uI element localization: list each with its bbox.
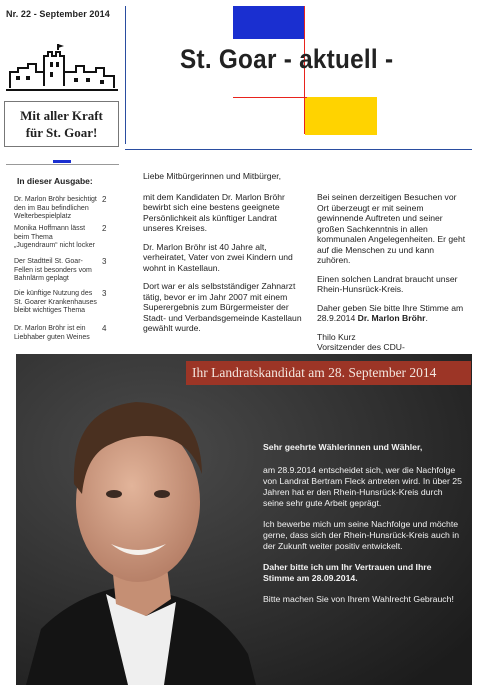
candidate-name: Dr. Marlon Bröhr: [357, 313, 426, 323]
toc-item-page: 4: [102, 324, 107, 333]
signature-role: Vorsitzender des CDU-: [317, 342, 405, 352]
toc-item-text: Dr. Marlon Bröhr besichtigt den im Bau befindlichen Welterbespielplatz: [14, 196, 97, 220]
letter-paragraph: mit dem Kandidaten Dr. Marlon Bröhr bewirbt sich eine bestens geeignete Persönlichkeit als künftiger Landrat unseres Kreises.: [143, 191, 285, 233]
letter-paragraph: Dort war er als selbstständiger Zahnarzt tätig, bevor er im Jahr 2007 mit einem Superergebnis zum Bürgermeister der Stadt- und Verbandsgemeinde Kastellaun gewählt wurde.: [143, 281, 302, 333]
letter-column-1: [143, 171, 308, 342]
toc-divider: [6, 164, 119, 165]
red-decor-line-horizontal: [233, 97, 307, 98]
motto-line-1: Mit aller Kraft: [20, 108, 103, 123]
letter-greeting: Liebe Mitbürgerinnen und Mitbürger,: [143, 171, 282, 181]
letter-paragraph: Dr. Marlon Bröhr ist 40 Jahre alt, verheiratet, Vater von zwei Kindern und wohnt in Kastellaun.: [143, 241, 293, 273]
yellow-decor-block: [305, 97, 377, 135]
toc-item-page: 2: [102, 224, 107, 233]
motto-box: [4, 101, 119, 147]
toc-item-text: Dr. Marlon Bröhr ist ein Liebhaber guten Weines: [14, 325, 90, 341]
motto-line-2: für St. Goar!: [25, 125, 98, 140]
poster-paragraph-bold: Daher bitte ich um Ihr Vertrauen und Ihre Stimme am 28.09.2014.: [263, 562, 432, 583]
masthead-vertical-rule: [125, 6, 126, 144]
toc-item-text: Die künftige Nutzung des St. Goarer Krankenhauses bleibt wichtiges Thema: [14, 290, 97, 314]
masthead-horizontal-rule: [125, 149, 472, 150]
toc-accent-bar: [53, 160, 71, 163]
toc-item-page: 3: [102, 289, 107, 298]
letter-paragraph: [317, 303, 469, 324]
toc-item[interactable]: [14, 325, 124, 342]
toc-item[interactable]: [14, 225, 124, 251]
toc-item-text: Der Stadtteil St. Goar-Fellen ist besonders vom Bahnlärm geplagt: [14, 258, 92, 282]
toc-item-page: 3: [102, 257, 107, 266]
issue-number: Nr. 22 - September 2014: [6, 9, 110, 19]
castle-silhouette-icon: [4, 42, 120, 92]
blue-decor-block: [233, 6, 305, 39]
letter-vote-text: Daher geben Sie bitte Ihre Stimme am 28.9.2014: [317, 302, 464, 323]
poster-message: [263, 442, 463, 615]
poster-paragraph: am 28.9.2014 entscheidet sich, wer die Nachfolge von Landrat Bertram Fleck antreten wird. In über 25 Jahren hat er den Rhein-Hunsrück-Kreis durch seine sehr gute Arbeit geprägt.: [263, 465, 462, 508]
page-title: St. Goar - aktuell -: [180, 44, 394, 74]
toc-item[interactable]: [14, 290, 124, 316]
poster-banner: Ihr Landratskandidat am 28. September 2014: [186, 361, 471, 385]
poster-paragraph: Ich bewerbe mich um seine Nachfolge und möchte gerne, dass sich der Rhein-Hunsrück-Kreis auch in der Zukunft weiter positiv entwickelt.: [263, 519, 460, 551]
toc-item-text: Monika Hoffmann lässt beim Thema „Jugendraum“ nicht locker: [14, 225, 95, 249]
toc-item[interactable]: [14, 196, 124, 222]
letter-column-2: [317, 192, 469, 363]
toc-item[interactable]: [14, 258, 124, 284]
toc-heading: In dieser Ausgabe:: [17, 176, 93, 186]
letter-paragraph: Bei seinen derzeitigen Besuchen vor Ort überzeugt er mit seinem gewinnende Auftreten und seiner großen Sachkenntnis in allen kommunalen Angelegenheiten. Er geht auf die Menschen zu und kann zuhören.: [317, 192, 466, 265]
poster-paragraph: Bitte machen Sie von Ihrem Wahlrecht Gebrauch!: [263, 594, 454, 604]
toc-item-page: 2: [102, 195, 107, 204]
signature-name: Thilo Kurz: [317, 331, 356, 342]
letter-vote-end: .: [425, 313, 428, 323]
letter-paragraph: Einen solchen Landrat braucht unser Rhein-Hunsrück-Kreis.: [317, 273, 458, 294]
poster-salutation: Sehr geehrte Wählerinnen und Wähler,: [263, 442, 423, 452]
